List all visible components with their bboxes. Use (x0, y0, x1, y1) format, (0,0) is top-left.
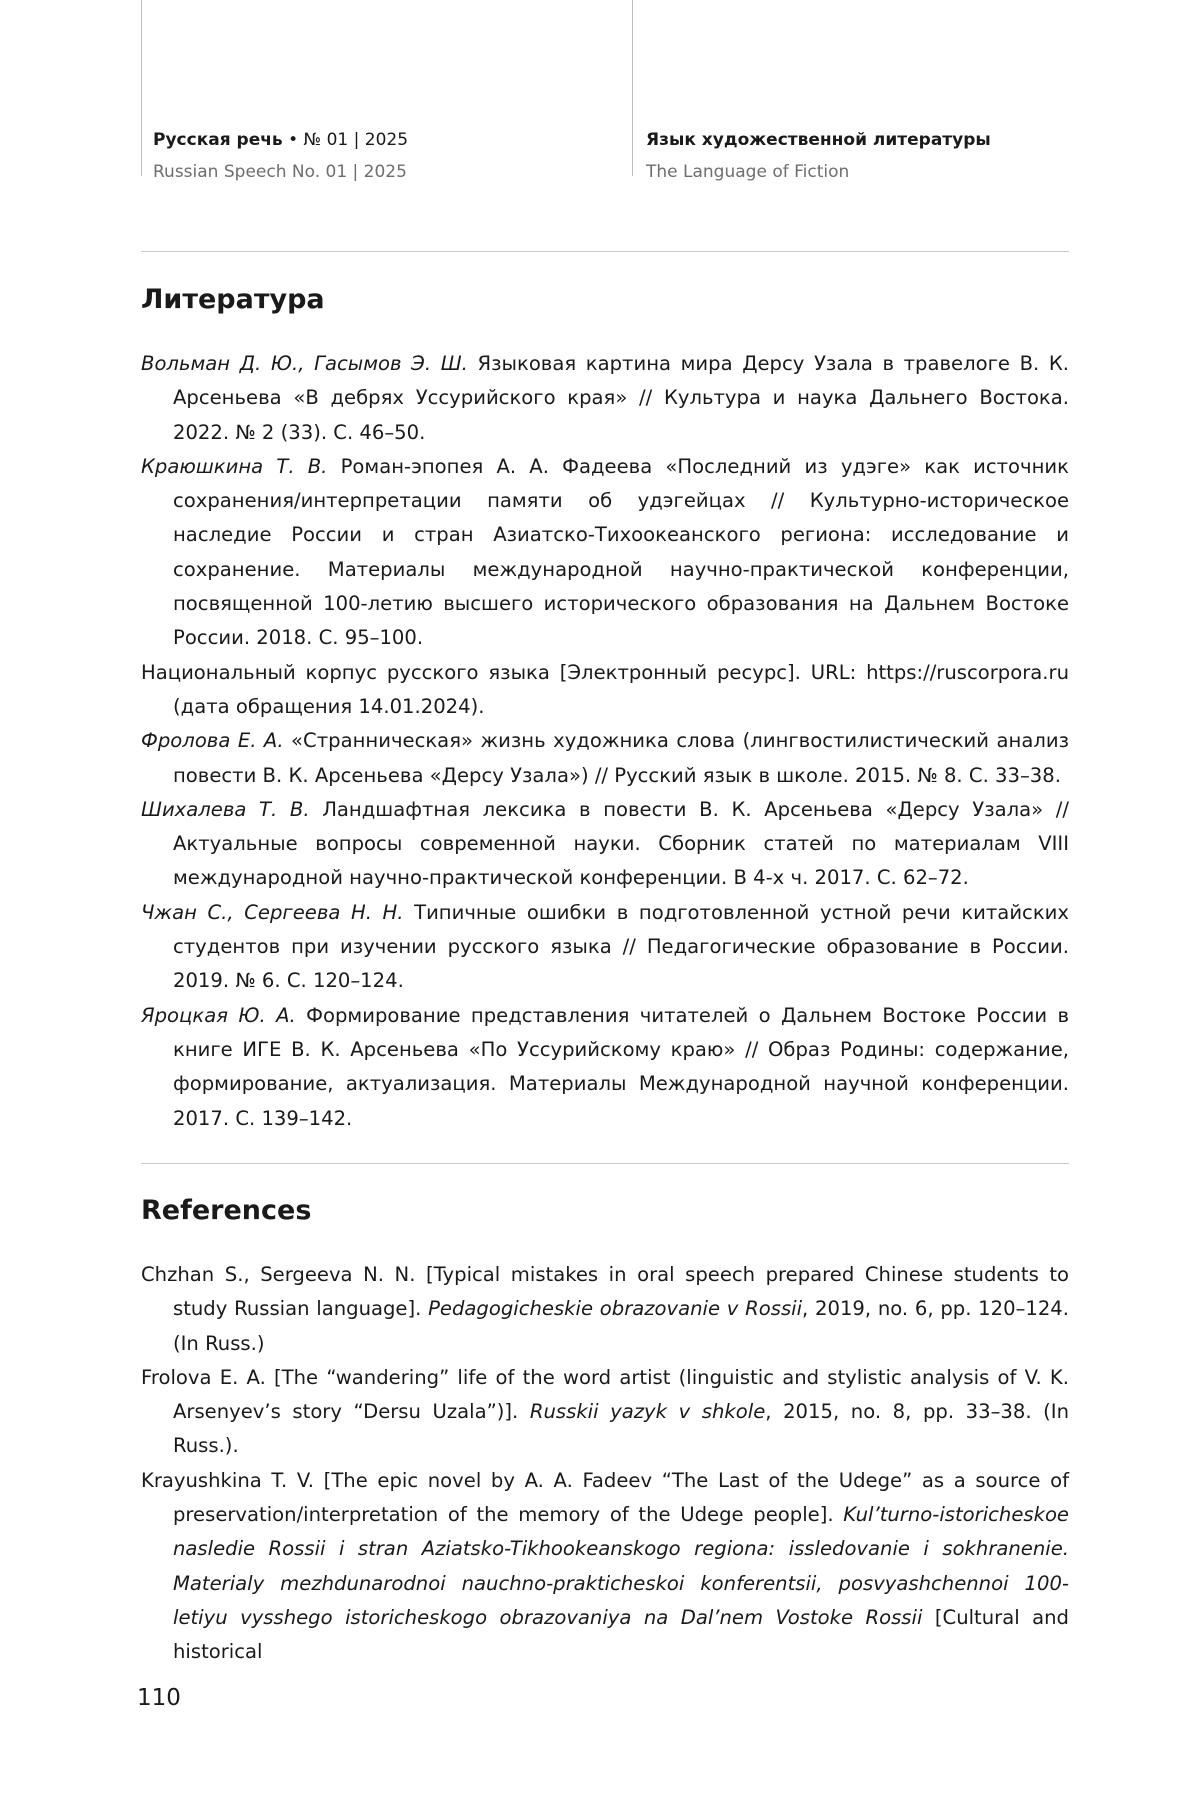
literature-authors: Краюшкина Т. В. (141, 454, 328, 478)
reference-text: Chzhan S., Sergeeva N. N. [Typical mistakes in oral speech prepared Chinese students to study Russian language]. (141, 1263, 1069, 1321)
section-rule (141, 1163, 1069, 1164)
literature-text: Ландшафтная лексика в повести В. К. Арсеньева «Дерсу Узала» // Актуальные вопросы современной науки. Сборник статей по материалам VIII международной научно-практической конференции. В 4-х ч. 2017. С. 62–72. (173, 797, 1070, 890)
section-name-english: The Language of Fiction (646, 162, 850, 182)
header-bullet: • (282, 130, 304, 150)
reference-item (141, 1464, 1069, 1670)
literature-authors: Вольман Д. Ю., Гасымов Э. Ш. (141, 352, 468, 375)
reference-tail: , 2015, no. 8, pp. 33–38. (In Russ.). (173, 1400, 1070, 1458)
reference-source: Kul’turno-istoricheskoe nasledie Rossii i stran Aziatsko-Tikhookeanskogo regiona: issledovanie i sokhranenie. Materialy mezhdunarodnoi nauchno-prakticheskoi konferentsii, posvyashchennoi 100-letiyu vysshego istoricheskogo obrazovaniya na Dal’nem Vostoke Rossii (173, 1503, 1069, 1629)
literature-text: Типичные ошибки в подготовленной устной речи китайских студентов при изучении русского языка // Педагогические образование в России. 2019. № 6. С. 120–124. (173, 900, 1069, 993)
literature-item (141, 347, 1069, 450)
section-title-line (646, 124, 991, 156)
literature-list (141, 347, 1069, 1136)
literature-authors: Шихалева Т. В. (141, 797, 310, 821)
literature-item (141, 450, 1069, 656)
journal-issue: № 01 | 2025 (303, 130, 409, 150)
header-divider-left (141, 0, 142, 176)
literature-item (141, 656, 1069, 725)
literature-text: «Странническая» жизнь художника слова (лингвостилистический анализ повести В. К. Арсеньева «Дерсу Узала») // Русский язык в школе. 2015. № 8. С. 33–38. (173, 729, 1069, 787)
literature-text: Языковая картина мира Дерсу Узала в травелоге В. К. Арсеньева «В дебрях Уссурийского края» // Культура и наука Дальнего Востока. 2022. № 2 (33). С. 46–50. (173, 352, 1069, 444)
journal-header (153, 124, 408, 188)
journal-title-english: Russian Speech No. 01 | 2025 (153, 162, 407, 182)
reference-tail: , 2019, no. 6, pp. 120–124. (In Russ.) (173, 1297, 1069, 1355)
reference-tail: [Cultural and historical (173, 1605, 1069, 1664)
literature-item (141, 896, 1069, 999)
literature-authors: Фролова Е. А. (141, 729, 284, 753)
reference-item (141, 1361, 1069, 1464)
reference-text: Frolova E. A. [The “wandering” life of the word artist (linguistic and stylistic analysis of V. K. Arsenyev’s story “Dersu Uzala”)]. (141, 1365, 1069, 1424)
references-list (141, 1258, 1069, 1670)
literature-authors: Яроцкая Ю. А. (141, 1003, 296, 1027)
literature-item (141, 793, 1069, 896)
literature-item (141, 999, 1069, 1136)
journal-title: Русская речь (153, 130, 283, 150)
literature-text: Национальный корпус русского языка [Электронный ресурс]. URL: https://ruscorpora.ru (дата обращения 14.01.2024). (141, 660, 1069, 718)
section-name: Язык художественной литературы (646, 130, 991, 150)
section-header (646, 124, 991, 188)
header-divider-right (632, 0, 633, 176)
literature-text: Формирование представления читателей о Дальнем Востоке России в книге ИГЕ В. К. Арсеньева «По Уссурийскому краю» // Образ Родины: содержание, формирование, актуализация. Материалы Международной научной конференции. 2017. С. 139–142. (173, 1003, 1069, 1130)
reference-source: Russkii yazyk v shkole (529, 1400, 766, 1424)
literature-text: Роман-эпопея А. А. Фадеева «Последний из удэге» как источник сохранения/интерпретации памяти об удэгейцах // Культурно-историческое наследие России и стран Азиатско-Тихоокеанского региона: исследование и сохранение. Материалы международной научно-практической конференции, посвященной 100-летию высшего исторического образования на Дальнем Востоке России. 2018. С. 95–100. (173, 454, 1069, 650)
references-heading: References (141, 1195, 312, 1226)
reference-item (141, 1258, 1069, 1361)
reference-source: Pedagogicheskie obrazovanie v Rossii (428, 1297, 803, 1321)
reference-text: Krayushkina T. V. [The epic novel by A. A. Fadeev “The Last of the Udege” as a source of preservation/interpretation of the memory of the Udege people]. (141, 1468, 1069, 1527)
page-number: 110 (137, 1685, 181, 1711)
journal-title-line (153, 124, 408, 156)
literature-heading: Литература (141, 284, 325, 315)
literature-authors: Чжан С., Сергеева Н. Н. (141, 900, 404, 924)
header-rule (141, 251, 1069, 252)
literature-item (141, 724, 1069, 793)
